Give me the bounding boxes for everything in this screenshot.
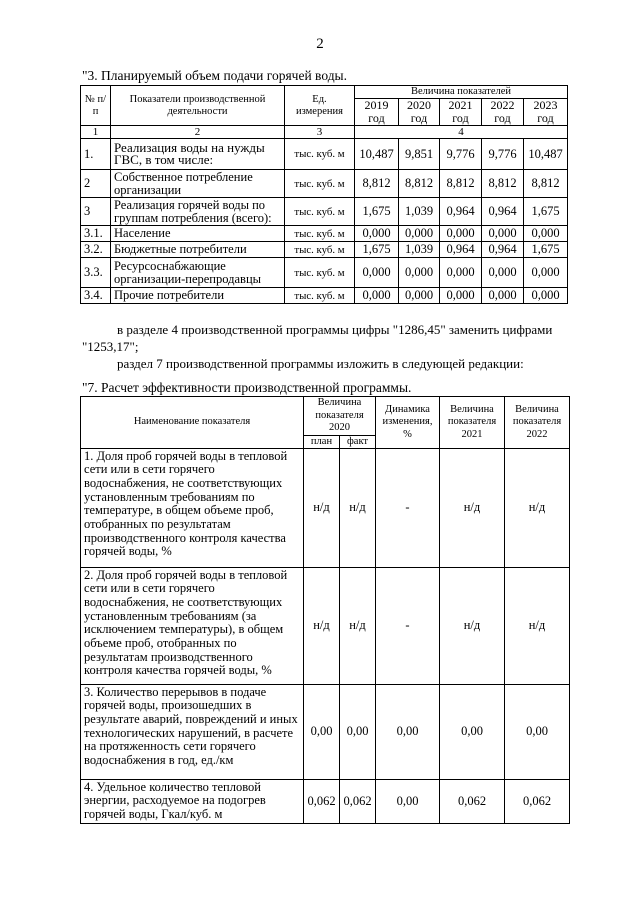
row-value-2021: 0,062 (440, 779, 505, 823)
row-name: Ресурсоснабжающие организации-перепродавцы (111, 258, 285, 288)
row-value: 0,000 (440, 226, 482, 242)
table-row (81, 258, 568, 288)
index-cell: 3 (285, 126, 355, 139)
row-unit: тыс. куб. м (285, 170, 355, 198)
row-value: 0,000 (399, 258, 440, 288)
row-plan: н/д (304, 448, 340, 567)
row-dynamics: 0,00 (376, 684, 440, 779)
row-value: 0,000 (399, 226, 440, 242)
year-header: 2021 год (440, 99, 482, 126)
row-unit: тыс. куб. м (285, 198, 355, 226)
col-name-header: Наименование показателя (81, 397, 304, 449)
index-cell: 1 (81, 126, 111, 139)
table-row (81, 779, 570, 823)
row-name: Прочие потребители (111, 288, 285, 304)
row-value-2021: 0,00 (440, 684, 505, 779)
row-dynamics: - (376, 448, 440, 567)
col-dynamics-header: Динамика изменения, % (376, 397, 440, 449)
row-value-2021: н/д (440, 448, 505, 567)
table-row (81, 170, 568, 198)
col-2021-header: Величина показателя 2021 (440, 397, 505, 449)
row-value: 0,000 (482, 288, 524, 304)
row-name: Собственное потребление организации (111, 170, 285, 198)
row-value: 0,000 (482, 258, 524, 288)
row-name: 3. Количество перерывов в подаче горячей воды, произошедших в результате аварий, повреждений и иных технологических нарушений, в расчете на протяженность сети горячего водоснабжения в год, ед./км (81, 684, 304, 779)
row-value: 0,000 (355, 288, 399, 304)
row-value-2022: н/д (505, 448, 570, 567)
row-value: 1,675 (355, 242, 399, 258)
efficiency-table (80, 396, 570, 824)
row-name: 2. Доля проб горячей воды в тепловой сети или в сети горячего водоснабжения, не соответствующих установленным требованиям (за исключением температуры), в общем объеме проб, отобранных по результатам производственного контроля качества горячей воды, % (81, 567, 304, 684)
col-fact-header: факт (340, 435, 376, 448)
row-value: 8,812 (399, 170, 440, 198)
row-value: 0,000 (524, 226, 568, 242)
table-row (81, 567, 570, 684)
row-plan: 0,00 (304, 684, 340, 779)
row-value: 0,000 (482, 226, 524, 242)
index-cell: 4 (355, 126, 568, 139)
table-row (81, 242, 568, 258)
table-row (81, 684, 570, 779)
col-unit-header: Ед. измерения (285, 86, 355, 126)
index-row (81, 126, 568, 139)
year-header: 2023 год (524, 99, 568, 126)
row-value: 0,964 (482, 198, 524, 226)
section3-heading: "3. Планируемый объем подачи горячей воды. (82, 68, 348, 83)
row-value: 8,812 (440, 170, 482, 198)
row-value: 1,039 (399, 198, 440, 226)
row-value: 0,000 (440, 288, 482, 304)
row-value: 1,675 (355, 198, 399, 226)
row-unit: тыс. куб. м (285, 288, 355, 304)
table-row (81, 139, 568, 170)
table-row (81, 198, 568, 226)
year-header: 2019 год (355, 99, 399, 126)
row-value: 0,964 (440, 198, 482, 226)
row-name: Реализация воды на нужды ГВС, в том числе: (111, 139, 285, 170)
row-plan: 0,062 (304, 779, 340, 823)
row-value-2022: 0,00 (505, 684, 570, 779)
row-value-2022: 0,062 (505, 779, 570, 823)
row-name: Население (111, 226, 285, 242)
row-num: 1. (81, 139, 111, 170)
table-row (81, 448, 570, 567)
row-num: 3.4. (81, 288, 111, 304)
col-name-header: Показатели производственной деятельности (111, 86, 285, 126)
row-value: 0,000 (355, 258, 399, 288)
col-2020-header: Величина показателя 2020 (304, 397, 376, 436)
hot-water-volume-table (80, 85, 568, 304)
row-value: 0,000 (440, 258, 482, 288)
page-number: 2 (316, 36, 324, 52)
row-value: 0,000 (355, 226, 399, 242)
col-plan-header: план (304, 435, 340, 448)
row-num: 3.3. (81, 258, 111, 288)
table-row (81, 288, 568, 304)
row-value: 0,000 (524, 288, 568, 304)
row-name: Бюджетные потребители (111, 242, 285, 258)
col-2022-header: Величина показателя 2022 (505, 397, 570, 449)
row-fact: 0,00 (340, 684, 376, 779)
row-value: 10,487 (524, 139, 568, 170)
row-num: 3.2. (81, 242, 111, 258)
col-values-header: Величина показателей (355, 86, 568, 99)
index-cell: 2 (111, 126, 285, 139)
row-num: 2 (81, 170, 111, 198)
row-unit: тыс. куб. м (285, 258, 355, 288)
row-name: 4. Удельное количество тепловой энергии, расходуемое на подогрев горячей воды, Гкал/куб. м (81, 779, 304, 823)
row-num: 3 (81, 198, 111, 226)
row-value: 0,000 (399, 288, 440, 304)
row-value: 0,000 (524, 258, 568, 288)
row-value-2022: н/д (505, 567, 570, 684)
row-fact: 0,062 (340, 779, 376, 823)
row-value: 1,675 (524, 198, 568, 226)
row-unit: тыс. куб. м (285, 242, 355, 258)
row-fact: н/д (340, 567, 376, 684)
row-value-2021: н/д (440, 567, 505, 684)
row-value: 8,812 (355, 170, 399, 198)
row-name: Реализация горячей воды по группам потребления (всего): (111, 198, 285, 226)
row-dynamics: 0,00 (376, 779, 440, 823)
section7-heading: "7. Расчет эффективности производственной программы. (82, 380, 412, 395)
row-value: 0,964 (440, 242, 482, 258)
row-value: 8,812 (524, 170, 568, 198)
row-plan: н/д (304, 567, 340, 684)
row-value: 8,812 (482, 170, 524, 198)
col-num-header: № п/п (81, 86, 111, 126)
row-name: 1. Доля проб горячей воды в тепловой сети или в сети горячего водоснабжения, не соответствующих установленным требованиям по температуре, в общем объеме проб, отобранных по результатам производственного контроля качества горячей воды, % (81, 448, 304, 567)
row-dynamics: - (376, 567, 440, 684)
row-value: 10,487 (355, 139, 399, 170)
row-num: 3.1. (81, 226, 111, 242)
row-value: 9,776 (482, 139, 524, 170)
row-fact: н/д (340, 448, 376, 567)
row-value: 0,964 (482, 242, 524, 258)
paragraph-section7-intro: раздел 7 производственной программы изложить в следующей редакции: (117, 356, 524, 371)
year-header: 2020 год (399, 99, 440, 126)
row-unit: тыс. куб. м (285, 139, 355, 170)
row-value: 9,851 (399, 139, 440, 170)
row-unit: тыс. куб. м (285, 226, 355, 242)
year-header: 2022 год (482, 99, 524, 126)
row-value: 1,675 (524, 242, 568, 258)
row-value: 9,776 (440, 139, 482, 170)
paragraph-section4-line2: "1253,17"; (82, 339, 139, 354)
paragraph-section4-line1: в разделе 4 производственной программы цифры "1286,45" заменить цифрами (117, 322, 553, 337)
row-value: 1,039 (399, 242, 440, 258)
table-row (81, 226, 568, 242)
